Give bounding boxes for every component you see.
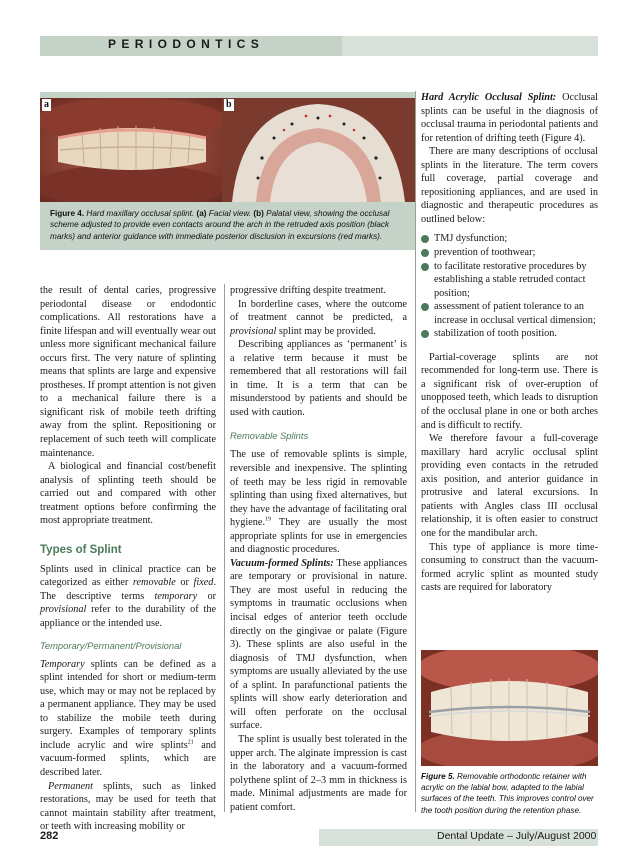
paragraph: This type of appliance is more time-consuming to construct than the vacuum-formed acrylic splint as mounted study casts are required for laboratory	[421, 541, 598, 594]
paragraph: Partial-coverage splints are not recommended for long-term use. There is a significant risk of over-eruption of unopposed teeth, which leads to disruption of the occlusal plane in one or both arches and is difficult to rectify.	[421, 351, 598, 431]
figure5-caption: Figure 5. Removable orthodontic retainer with acrylic on the labial bow, adapted to the labial surfaces of the teeth. This improves control over the tooth position during the retention phase.	[421, 772, 594, 815]
page-number: 282	[40, 830, 59, 842]
paragraph: The use of removable splints is simple, reversible and inexpensive. The splinting of teeth may be less rigid in removable splinting than using fixed alternatives, but they have the advantage of facilitating oral hygiene.$^{19}$ They are usually the most appropriate splints for use in emergencies and diagnostic procedures.	[230, 449, 407, 556]
subheading-temporary-permanent: Temporary/Permanent/Provisional	[40, 639, 182, 651]
reference: 19	[265, 516, 272, 523]
paragraph: Permanent splints, such as linked restorations, may be used for teeth that cannot maintain stability after treatment, or teeth with increasing mobility or	[40, 780, 216, 833]
column-rule-1	[224, 284, 225, 812]
subheading-removable-splints: Removable Splints	[230, 430, 309, 442]
paragraph: Vacuum-formed Splints: These appliances are temporary or provisional in nature. They are most useful in reducing the symptoms in traumatic occlusions when incisal edges of anterior teeth occlude directly on the gingivae or palate (Figure 3). These splints are also useful in the diagnosis of TMJ dysfunction, when symptoms are usually alleviated by the use of a splint. In parafunctional patients the splints will show early deterioration and will often perforate on the occlusal surface.	[230, 557, 408, 732]
bullet-icon	[421, 263, 429, 271]
column-rule-2	[415, 91, 416, 812]
bullet-icon	[421, 303, 429, 311]
paragraph: Hard Acrylic Occlusal Splint: Occlusal splints can be useful in the diagnosis of occlusal trauma in periodontal patients and for retention of drifting teeth (Figure 4).	[421, 92, 598, 144]
paragraph: In borderline cases, where the outcome of treatment cannot be predicted, a provisional splint may be provided.	[230, 298, 407, 337]
heading-types-of-splint: Types of Splint	[40, 543, 122, 556]
figure4a-label: a	[44, 99, 49, 110]
paragraph: Splints used in clinical practice can be categorized as either removable or fixed. The descriptive terms temporary or provisional refer to the durability of the appliance or the intended use.	[40, 563, 216, 630]
section-title: PERIODONTICS	[108, 37, 265, 51]
list-item: prevention of toothwear;	[421, 246, 598, 260]
list-item: to facilitate restorative procedures by establishing a stable retruded contact position;	[421, 260, 598, 301]
paragraph: the result of dental caries, progressive periodontal disease or endodontic complications. All restorations have a finite lifespan and will eventually wear out unless more significant mechanical failure occurs first. The very nature of splinting means that splints are large and expensive prostheses. If prompt attention is not given to a mechanical failure there is a significant risk of mobile teeth drifting away from the splint. Repositioning or replacement of such teeth will complicate maintenance.	[40, 285, 216, 459]
figure4-caption-title: Figure 4.	[50, 209, 85, 218]
figure5-caption-title: Figure 5.	[421, 772, 455, 781]
figure4a-photo	[40, 98, 222, 202]
column-3	[421, 91, 598, 595]
bullet-icon	[421, 235, 429, 243]
reference: 21	[187, 739, 194, 746]
column-2	[230, 284, 407, 814]
paragraph: We therefore favour a full-coverage maxillary hard acrylic occlusal splint providing even contacts in the retruded axis position, and anterior guidance in protrusive and lateral excursions. In patients with Angles class III occlusal relationship, it is often easier to construct one for the mandibular arch.	[421, 433, 598, 539]
paragraph: The splint is usually best tolerated in the upper arch. The alginate impression is cast in the laboratory and a vacuum-formed polythene splint of 2–3 mm in thickness is made. Minimal adjustments are made for patient comfort.	[230, 733, 407, 813]
figure4-caption: Figure 4. Hard maxillary occlusal splint. (a) Facial view. (b) Palatal view, showing the occlusal scheme adjusted to provide even contacts around the arch in the retruded axis position (black marks) and anterior guidance with immediate posterior disclusion in excursions (red marks).	[50, 209, 390, 241]
figure4b-label: b	[226, 99, 232, 110]
paragraph: A biological and financial cost/benefit analysis of splinting teeth should be carried out and compared with other treatment options before confirming the most appropriate treatment.	[40, 461, 216, 527]
list-item: TMJ dysfunction;	[421, 232, 598, 246]
bullet-icon	[421, 330, 429, 338]
column-1	[40, 284, 216, 834]
list-item: stabilization of tooth position.	[421, 327, 598, 341]
indication-list	[421, 232, 598, 340]
journal-citation: Dental Update – July/August 2000	[437, 830, 597, 842]
header-band-tail	[342, 36, 598, 56]
paragraph: Describing appliances as ‘permanent’ is a relative term because it must be remembered that all restorations will fail in time. It is a term that can be misunderstood by patients and should be used with caution.	[230, 339, 407, 418]
figure5-photo	[421, 650, 598, 766]
paragraph: There are many descriptions of occlusal splints in the literature. The term covers full coverage, partial coverage and repositioning appliances, and are used in diagnostic and therapeutic procedures as outlined below:	[421, 146, 598, 225]
list-item: assessment of patient tolerance to an increase in occlusal vertical dimension;	[421, 300, 598, 327]
paragraph: progressive drifting despite treatment.	[230, 285, 386, 296]
bullet-icon	[421, 249, 429, 257]
figure4b-photo	[222, 98, 415, 202]
paragraph: Temporary splints can be defined as a splint intended for short or medium-term use, which may or may not be replaced by a permanent appliance. They may be used to stabilize the mobile teeth during surgery. Examples of temporary splints include acrylic and wire splints$^{21}$ and vacuum-formed splints, which are described later.	[40, 658, 216, 778]
